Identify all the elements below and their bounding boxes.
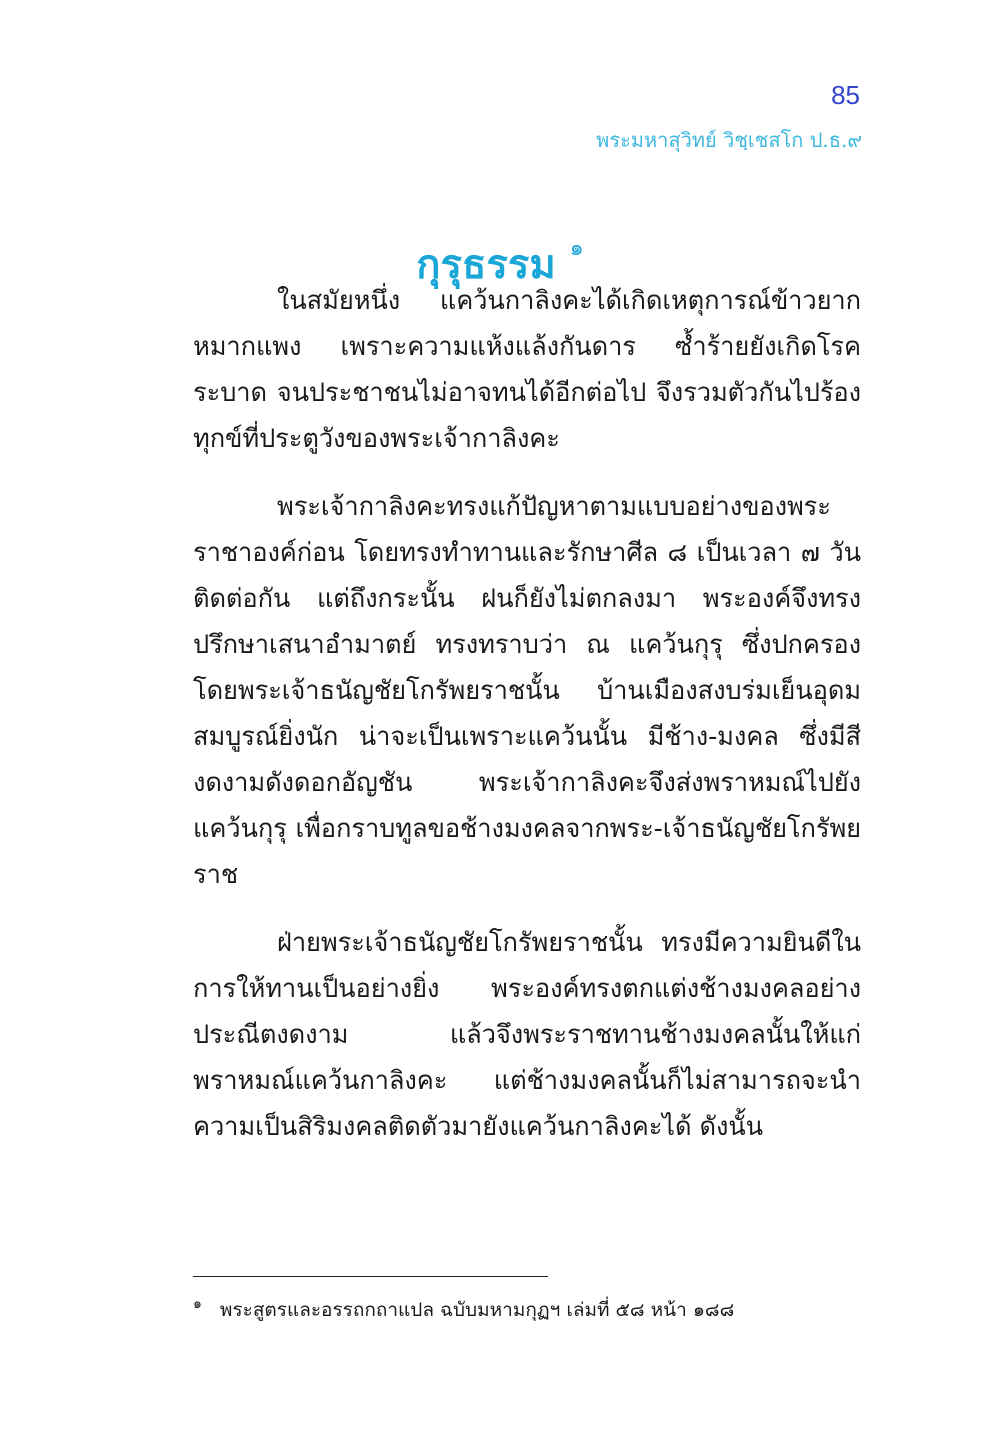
body-text [193,278,861,1150]
paragraph-3: ฝ่ายพระเจ้าธนัญชัยโกรัพยราชนั้น ทรงมีความยินดีในการให้ทานเป็นอย่างยิ่ง พระองค์ทรงตกแต่งช้างมงคลอย่างประณีตงดงาม แล้วจึงพระราชทานช้างมงคลนั้นให้แก่พราหมณ์แคว้นกาลิงคะ แต่ช้างมงคลนั้นก็ไม่สามารถจะนำความเป็นสิริมงคลติดตัวมายังแคว้นกาลิงคะได้ ดังนั้น [193,928,861,1142]
footnote-divider [193,1276,548,1277]
paragraph-1: ในสมัยหนึ่ง แคว้นกาลิงคะได้เกิดเหตุการณ์ข้าวยากหมากแพง เพราะความแห้งแล้งกันดาร ซ้ำร้ายยังเกิดโรคระบาด จนประชาชนไม่อาจทนได้อีกต่อไป จึงรวมตัวกันไปร้องทุกข์ที่ประตูวังของพระเจ้ากาลิงคะ [193,286,861,454]
footnote-reference: ๑ [569,236,584,262]
footnote-marker: ๑ [193,1296,202,1312]
footnote [193,1296,861,1326]
running-header-author: พระมหาสุวิทย์ วิชฺเชสโก ป.ธ.๙ [596,128,862,152]
footnote-text: พระสูตรและอรรถกถาแปล ฉบับมหามกุฏฯ เล่มที่ ๕๘ หน้า ๑๘๘ [219,1299,735,1321]
page-number: 85 [831,80,860,110]
chapter-title-text: กุรุธรรม [416,241,556,288]
paragraph-2: พระเจ้ากาลิงคะทรงแก้ปัญหาตามแบบอย่างของพระราชาองค์ก่อน โดยทรงทำทานและรักษาศีล ๘ เป็นเวลา ๗ วันติดต่อกัน แต่ถึงกระนั้น ฝนก็ยังไม่ตกลงมา พระองค์จึงทรงปรึกษาเสนาอำมาตย์ ทรงทราบว่า ณ แคว้นกุรุ ซึ่งปกครองโดยพระเจ้าธนัญชัยโกรัพยราชนั้น บ้านเมืองสงบร่มเย็นอุดมสมบูรณ์ยิ่งนัก น่าจะเป็นเพราะแคว้นนั้น มีช้าง-มงคล ซึ่งมีสีงดงามดังดอกอัญชัน พระเจ้ากาลิงคะจึงส่งพราหมณ์ไปยังแคว้นกุรุ เพื่อกราบทูลขอช้างมงคลจากพระ-เจ้าธนัญชัยโกรัพยราช [193,492,861,890]
